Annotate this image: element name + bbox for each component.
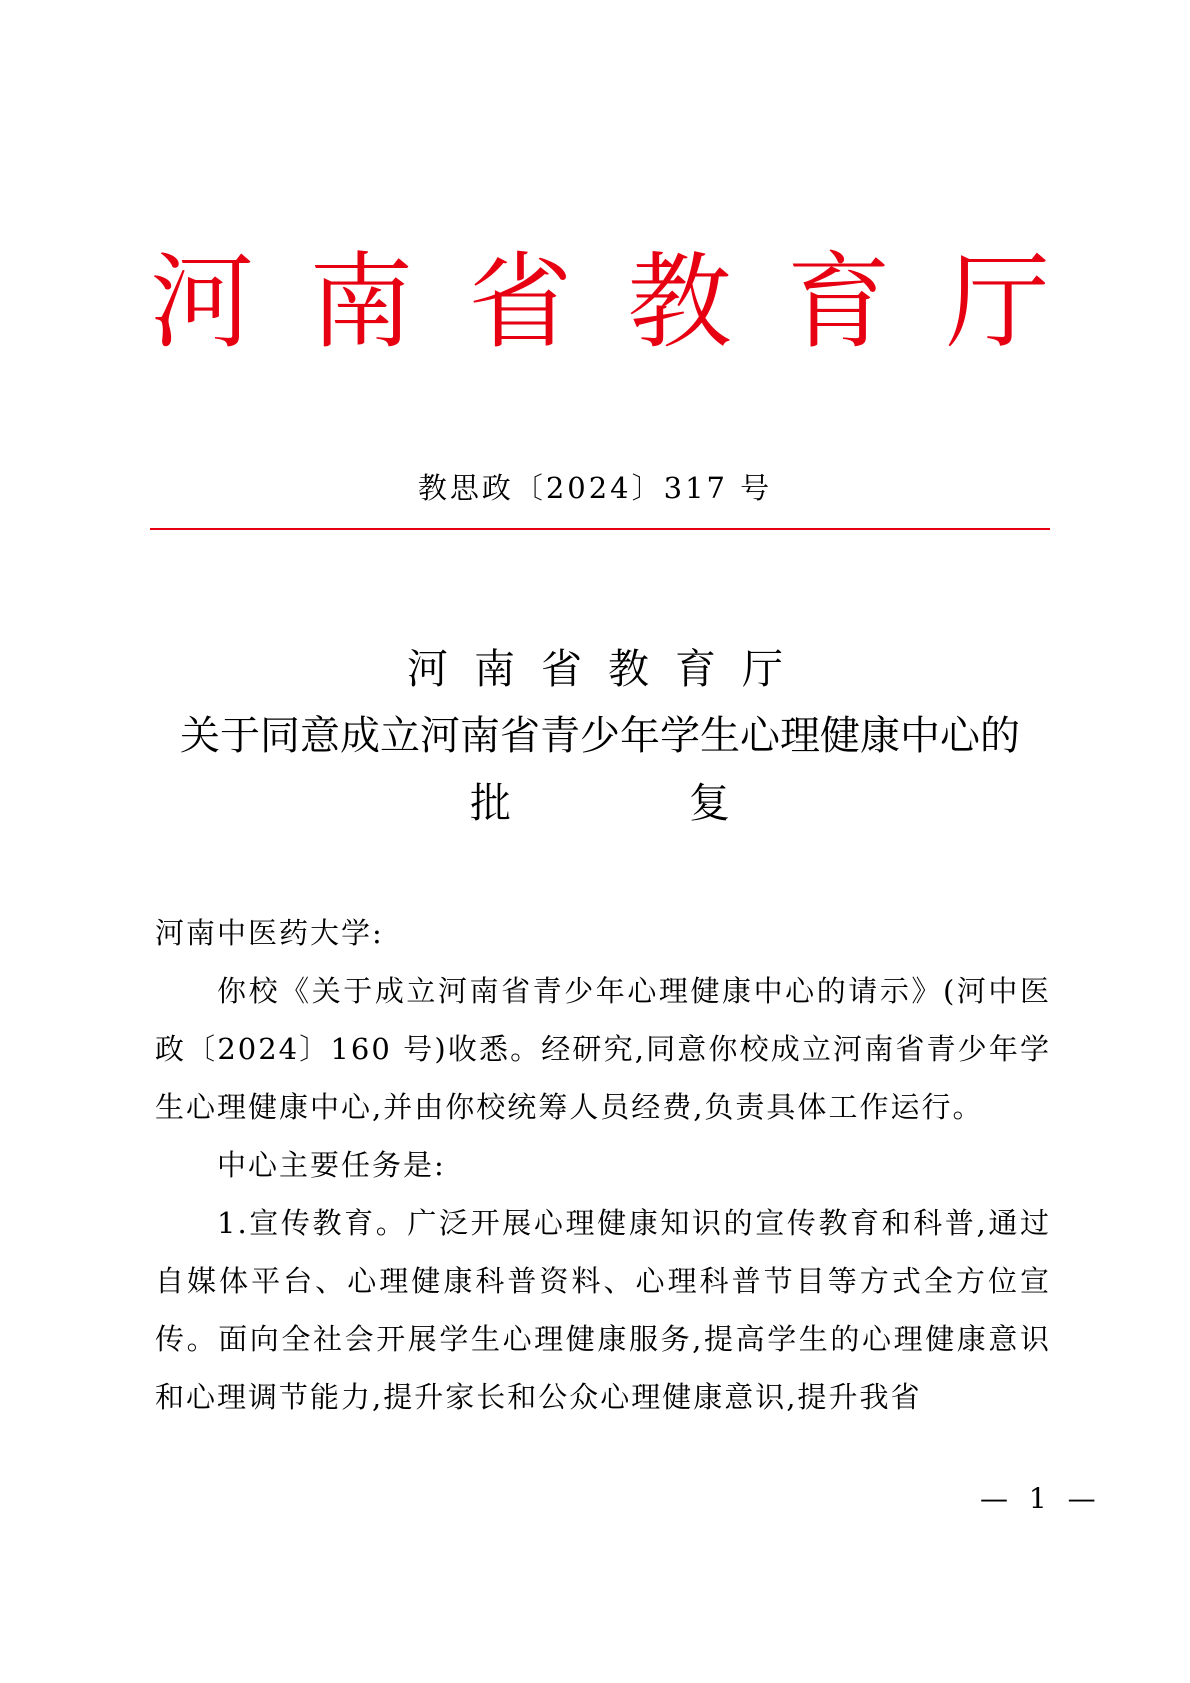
masthead-char: 河 xyxy=(150,241,255,363)
title-type-char: 复 xyxy=(689,779,730,827)
body-text xyxy=(155,904,1051,1426)
title-subject: 关于同意成立河南省青少年学生心理健康中心的 xyxy=(180,713,1020,759)
masthead-char: 厅 xyxy=(945,241,1050,363)
masthead-char: 教 xyxy=(627,241,732,363)
salutation: 河南中医药大学: xyxy=(155,916,384,950)
masthead-char: 南 xyxy=(309,241,414,363)
page-number: — 1 — xyxy=(980,1482,1102,1515)
body-paragraph: 1.宣传教育。广泛开展心理健康知识的宣传教育和科普,通过自媒体平台、心理健康科普资料、心理科普节目等方式全方位宣传。面向全社会开展学生心理健康服务,提高学生的心理健康意识和心理调节能力,提升家长和公众心理健康意识,提升我省 xyxy=(155,1206,1051,1414)
title-type-char: 批 xyxy=(470,779,511,827)
body-paragraph: 你校《关于成立河南省青少年心理健康中心的请示》(河中医政〔2024〕160 号)收悉。经研究,同意你校成立河南省青少年学生心理健康中心,并由你校统筹人员经费,负责具体工作运行。 xyxy=(155,974,1051,1124)
masthead-title xyxy=(150,232,1050,372)
body-paragraph: 中心主要任务是: xyxy=(217,1148,446,1182)
masthead-char: 省 xyxy=(468,241,573,363)
title-document-type xyxy=(470,770,730,829)
red-separator-line xyxy=(150,528,1050,530)
title-issuer: 河南省教育厅 xyxy=(407,645,809,693)
masthead-char: 育 xyxy=(786,241,891,363)
document-number: 教思政〔2024〕317 号 xyxy=(417,471,773,505)
